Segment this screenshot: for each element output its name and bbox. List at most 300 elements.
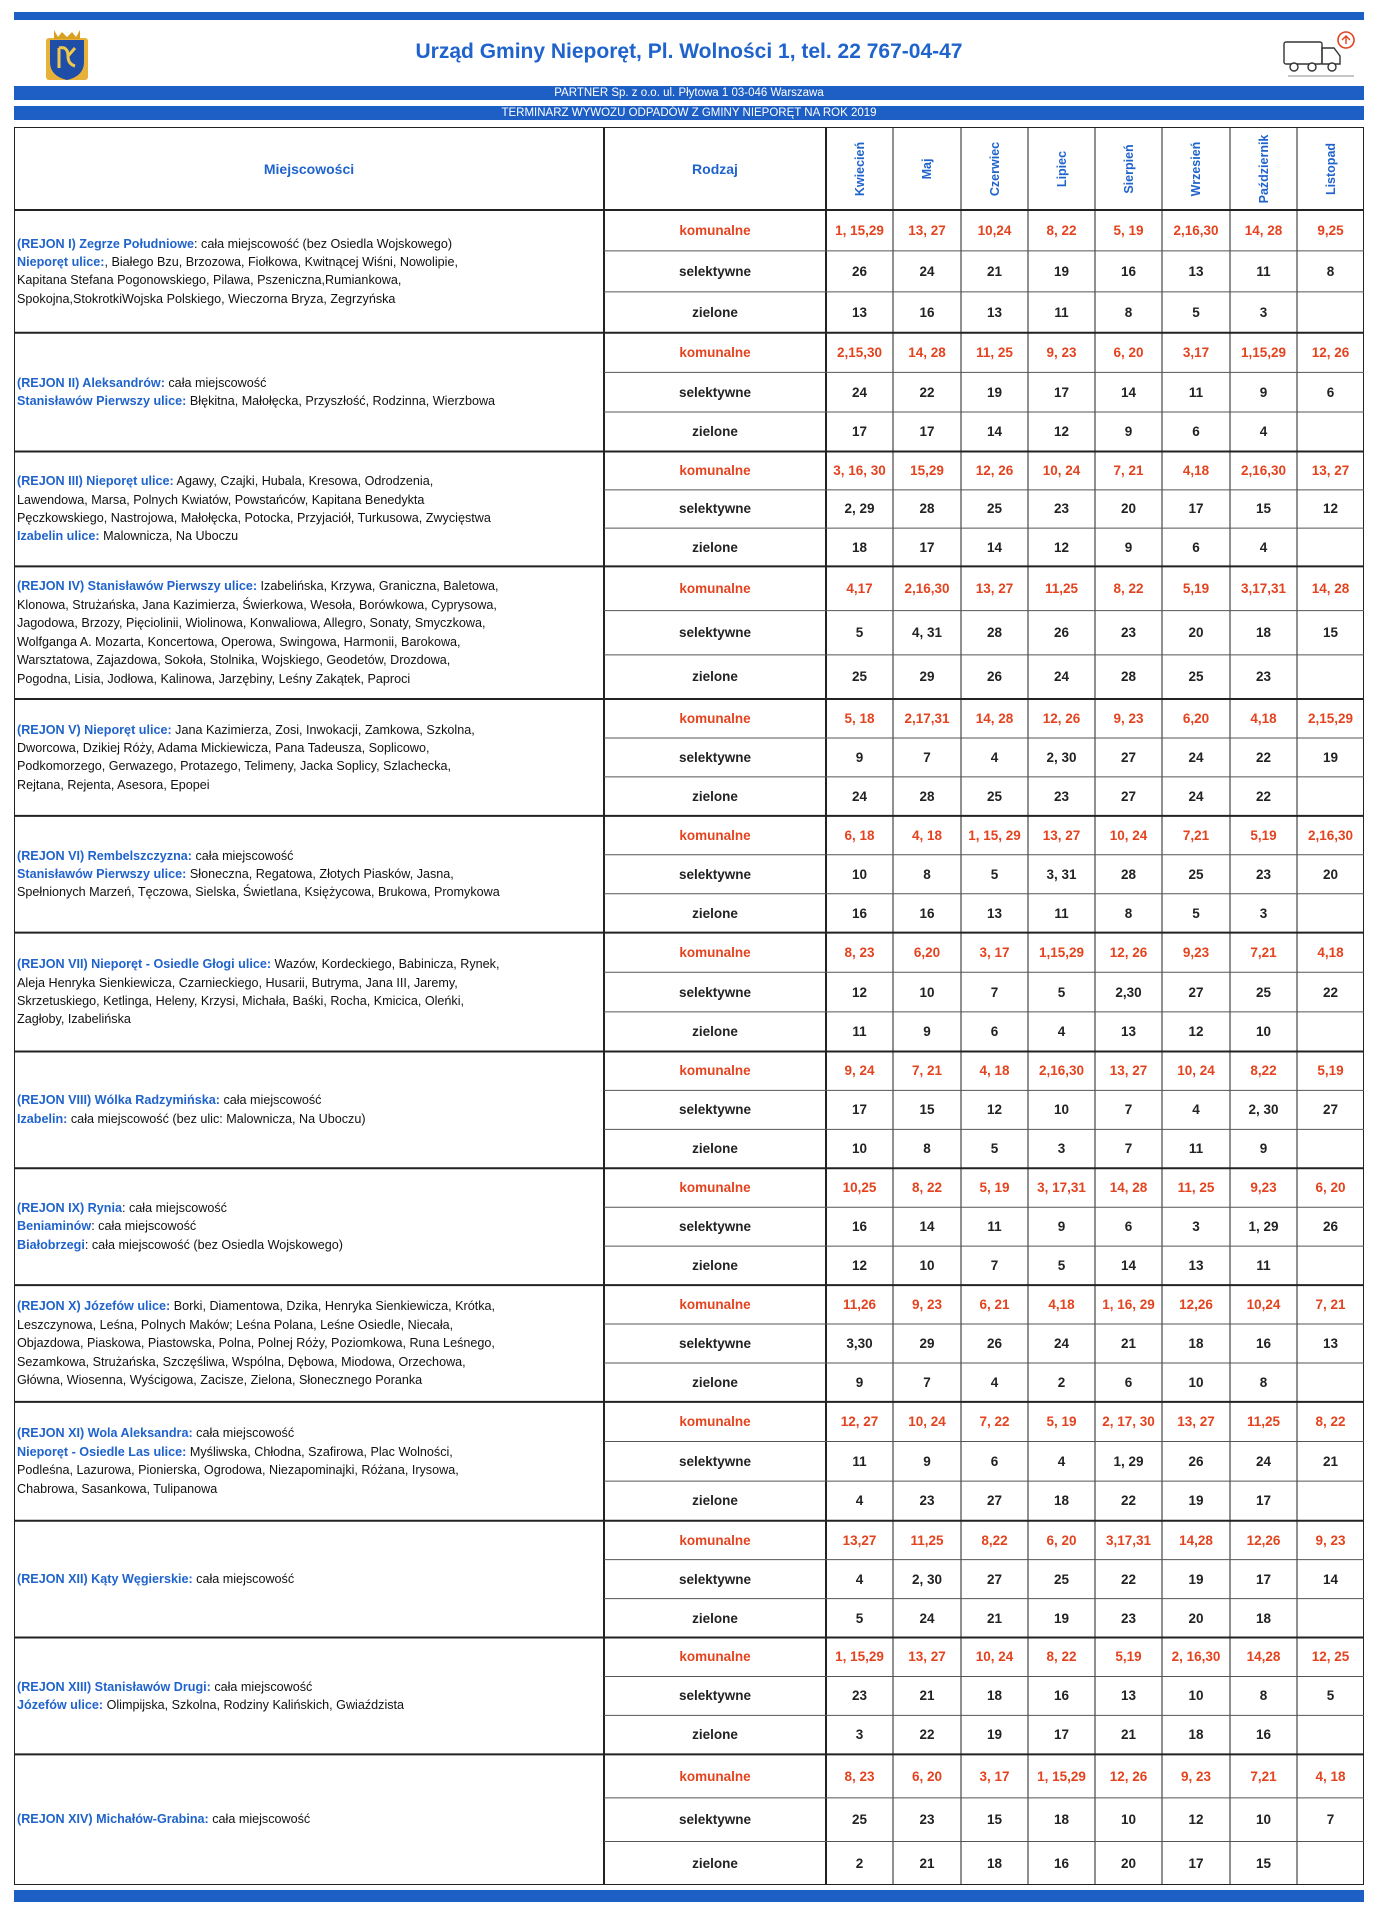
region-streets: Myśliwska, Chłodna, Szafirowa, Plac Wolności,: [186, 1444, 453, 1459]
region-description-line: [17, 577, 499, 595]
pickup-dates-cell: 5, 19: [1113, 222, 1144, 238]
waste-type-selektywne: selektywne: [678, 1102, 752, 1118]
region-description-line: [17, 847, 500, 865]
pickup-dates-cell: 3, 31: [1046, 866, 1077, 882]
region-streets: cała miejscowość: [192, 1426, 295, 1441]
pickup-dates-cell: 26: [1053, 625, 1070, 641]
waste-type-zielone: zielone: [692, 1141, 738, 1157]
pickup-dates-cell: 12: [1188, 1024, 1204, 1040]
pickup-dates-cell: 13, 27: [1042, 827, 1081, 843]
region-description-line: [17, 1334, 495, 1352]
pickup-dates-cell: 14, 28: [1244, 222, 1283, 238]
pickup-dates-cell: 12, 27: [840, 1414, 879, 1430]
region-streets: Klonowa, Strużańska, Jana Kazimierza, Świerkowa, Wesoła, Borówkowa, Cyprysowa,: [17, 597, 497, 612]
pickup-dates-cell: 2,17,31: [904, 711, 950, 726]
pickup-dates-cell: 2,15,29: [1307, 711, 1354, 726]
pickup-dates-cell: 28: [919, 501, 935, 517]
region-description: [16, 816, 604, 933]
pickup-dates-cell: 20: [1188, 1610, 1204, 1626]
waste-type-selektywne: selektywne: [678, 263, 752, 279]
pickup-dates-cell: 28: [1120, 669, 1137, 685]
pickup-dates-cell: 5,19: [1250, 827, 1277, 843]
pickup-dates-cell: 12, 26: [975, 463, 1014, 479]
pickup-dates-cell: 6, 20: [1046, 1532, 1077, 1548]
pickup-dates-cell: 13: [1188, 1258, 1204, 1274]
pickup-dates-cell: [1297, 1841, 1364, 1885]
pickup-dates-cell: 16: [919, 905, 935, 921]
pickup-dates-cell: 10: [1188, 1688, 1204, 1704]
pickup-dates-cell: 2,30: [1115, 984, 1142, 1000]
pickup-dates-cell: [1297, 1012, 1364, 1052]
pickup-dates-cell: 4,18: [1182, 463, 1210, 479]
pickup-dates-cell: 23: [1053, 501, 1070, 517]
region-description: [16, 933, 604, 1052]
region-streets: Wolfganga A. Mozarta, Koncertowa, Operowa, Swingowa, Harmonii, Barokowa,: [17, 634, 461, 649]
region-name: (REJON XIV) Michałów-Grabina:: [17, 1812, 209, 1827]
waste-type-zielone: zielone: [692, 788, 738, 804]
pickup-dates-cell: 16: [1255, 1727, 1272, 1743]
waste-type-komunalne: komunalne: [679, 580, 751, 596]
pickup-dates-cell: 15,29: [910, 463, 944, 479]
region-name: (REJON XIII) Stanisławów Drugi:: [17, 1679, 211, 1694]
pickup-dates-cell: 18: [986, 1688, 1003, 1704]
pickup-dates-cell: 9, 23: [1113, 711, 1144, 726]
pickup-dates-cell: 2, 17, 30: [1102, 1414, 1155, 1430]
pickup-dates-cell: 26: [1188, 1453, 1204, 1469]
pickup-dates-cell: 4: [1259, 539, 1268, 555]
pickup-dates-cell: 7: [923, 749, 931, 765]
schedule-title-band: TERMINARZ WYWOZU ODPADÓW Z GMINY NIEPORĘT NA ROK 2019: [14, 106, 1364, 120]
region-description-line: [17, 651, 499, 669]
pickup-dates-cell: 1, 15,29: [1037, 1768, 1086, 1784]
pickup-dates-cell: 1, 15, 29: [968, 827, 1021, 843]
pickup-dates-cell: 11: [1188, 1141, 1204, 1157]
pickup-dates-cell: 12: [1188, 1812, 1204, 1828]
region-name: Izabelin:: [17, 1111, 68, 1126]
pickup-dates-cell: 2,15,30: [836, 345, 883, 361]
pickup-dates-cell: 13, 27: [1311, 463, 1350, 479]
pickup-dates-cell: 5, 19: [1046, 1414, 1077, 1430]
region-streets: Objazdowa, Piaskowa, Piastowska, Polna, Polnej Róży, Poziomkowa, Runa Leśnego,: [17, 1336, 495, 1351]
pickup-dates-cell: 10: [851, 866, 868, 882]
region-name: (REJON IV) Stanisławów Pierwszy ulice:: [17, 579, 258, 594]
region-streets: Izabelińska, Krzywa, Graniczna, Baletowa,: [257, 579, 499, 594]
region-description-line: [17, 1678, 404, 1696]
pickup-dates-cell: 8: [1124, 905, 1133, 921]
pickup-dates-cell: 24: [919, 263, 935, 279]
region-name: (REJON III) Nieporęt ulice:: [17, 474, 174, 489]
pickup-dates-cell: 1, 29: [1113, 1453, 1144, 1469]
pickup-dates-cell: 7: [1124, 1102, 1133, 1118]
pickup-dates-cell: [1297, 894, 1364, 933]
pickup-dates-cell: 3: [1192, 1219, 1200, 1235]
pickup-dates-cell: 4, 18: [1315, 1768, 1346, 1784]
pickup-dates-cell: 8: [1326, 263, 1335, 279]
pickup-dates-cell: 28: [986, 625, 1003, 641]
pickup-dates-cell: 4, 31: [911, 625, 943, 641]
pickup-dates-cell: 19: [986, 1727, 1003, 1743]
pickup-dates-cell: 13: [851, 304, 868, 320]
pickup-dates-cell: 11: [1256, 1258, 1271, 1274]
pickup-dates-cell: 4: [990, 1374, 999, 1390]
region-name: (REJON VII) Nieporęt - Osiedle Głogi ulice:: [17, 957, 272, 972]
pickup-dates-cell: 9, 23: [1046, 345, 1077, 361]
region-streets: cała miejscowość: [164, 375, 267, 390]
region-streets: Pęczkowskiego, Nastrojowa, Małołęcka, Potocka, Przyjaciół, Turkusowa, Zwycięstwa: [17, 510, 491, 525]
waste-type-selektywne: selektywne: [678, 749, 752, 765]
region-description-line: [17, 776, 475, 794]
pickup-dates-cell: [1297, 1129, 1364, 1168]
column-header-type: Rodzaj: [692, 160, 738, 177]
pickup-dates-cell: 21: [919, 1688, 935, 1704]
pickup-dates-cell: 17: [1255, 1493, 1272, 1509]
waste-type-komunalne: komunalne: [679, 1297, 751, 1313]
region-description-line: [17, 1316, 495, 1334]
pickup-dates-cell: 12: [1053, 424, 1070, 440]
pickup-dates-cell: 5: [1192, 304, 1200, 320]
pickup-dates-cell: 14: [986, 424, 1003, 440]
pickup-dates-cell: 9, 24: [844, 1063, 875, 1079]
region-streets: Błękitna, Małołęcka, Przyszłość, Rodzinna, Wierzbowa: [186, 394, 496, 409]
pickup-dates-cell: 5,19: [1182, 580, 1210, 596]
pickup-dates-cell: 21: [1120, 1335, 1137, 1351]
pickup-dates-cell: 2,16,30: [1173, 222, 1219, 238]
pickup-dates-cell: 8, 23: [844, 944, 875, 960]
region-name: (REJON I) Zegrze Południowe: [17, 236, 195, 251]
pickup-dates-cell: 9,23: [1250, 1180, 1277, 1196]
pickup-dates-cell: 12: [851, 984, 868, 1000]
pickup-dates-cell: 3,30: [846, 1335, 873, 1351]
region-streets: Borki, Diamentowa, Dzika, Henryka Sienkiewicza, Krótka,: [170, 1299, 496, 1314]
pickup-dates-cell: 22: [1255, 788, 1272, 804]
pickup-dates-cell: 2,16,30: [1038, 1063, 1085, 1079]
region-description-line: [17, 1371, 495, 1389]
region-streets: Podkomorzego, Gerwazego, Protazego, Telimeny, Jacka Soplicy, Szlachecka,: [17, 759, 451, 774]
pickup-dates-cell: 11: [1054, 304, 1069, 320]
pickup-dates-cell: 7: [1326, 1812, 1335, 1828]
pickup-dates-cell: 8: [1259, 1374, 1268, 1390]
waste-type-selektywne: selektywne: [678, 1571, 752, 1587]
pickup-dates-cell: 4: [1259, 424, 1268, 440]
pickup-dates-cell: 7,21: [1250, 1768, 1277, 1784]
waste-type-selektywne: selektywne: [678, 1335, 752, 1351]
region-description-line: [17, 596, 499, 614]
pickup-dates-cell: 14: [1322, 1571, 1339, 1587]
waste-type-selektywne: selektywne: [678, 866, 752, 882]
region-streets: Dworcowa, Dzikiej Róży, Adama Mickiewicza, Pana Tadeusza, Soplicowo,: [17, 741, 430, 756]
region-streets: cała miejscowość: [219, 1093, 322, 1108]
pickup-dates-cell: 12, 26: [1042, 711, 1081, 726]
region-description: [16, 333, 604, 452]
pickup-dates-cell: 10: [919, 984, 935, 1000]
region-name: Białobrzegi: [17, 1237, 85, 1252]
region-streets: Podleśna, Lazurowa, Pionierska, Ogrodowa, Niezapominajki, Różana, Irysowa,: [17, 1463, 459, 1478]
pickup-dates-cell: 29: [919, 669, 935, 685]
pickup-dates-cell: 15: [1322, 625, 1339, 641]
region-streets: Rejtana, Rejenta, Asesora, Epopei: [17, 777, 210, 792]
pickup-dates-cell: 10, 24: [975, 1649, 1014, 1665]
region-streets: cała miejscowość: [192, 1571, 295, 1586]
column-header-month: [1095, 127, 1162, 210]
region-description: [16, 1638, 604, 1755]
pickup-dates-cell: 20: [1322, 866, 1339, 882]
pickup-dates-cell: 13: [986, 905, 1003, 921]
waste-type-selektywne: selektywne: [678, 1219, 752, 1235]
pickup-dates-cell: 14,28: [1246, 1649, 1281, 1665]
pickup-dates-cell: [1297, 1715, 1364, 1754]
pickup-dates-cell: [1297, 1246, 1364, 1285]
pickup-dates-cell: 3, 17: [979, 1768, 1010, 1784]
pickup-dates-cell: 13: [1322, 1335, 1339, 1351]
pickup-dates-cell: 11,25: [910, 1532, 944, 1548]
pickup-dates-cell: 5: [990, 1141, 999, 1157]
pickup-dates-cell: 13: [986, 304, 1003, 320]
pickup-dates-cell: 24: [1188, 788, 1204, 804]
waste-type-selektywne: selektywne: [678, 1812, 752, 1828]
pickup-dates-cell: 13: [1120, 1688, 1137, 1704]
pickup-dates-cell: 9,23: [1182, 944, 1210, 960]
region-streets: : cała miejscowość (bez Osiedla Wojskowego): [84, 1237, 343, 1252]
pickup-dates-cell: 16: [851, 1219, 868, 1235]
region-description-line: [17, 974, 499, 992]
pickup-dates-cell: [1297, 1599, 1364, 1638]
region-streets: Leszczynowa, Leśna, Polnych Maków; Leśna Polana, Leśne Osiedle, Niecała,: [17, 1317, 454, 1332]
pickup-dates-cell: 21: [986, 263, 1003, 279]
waste-type-zielone: zielone: [692, 1374, 738, 1390]
region-name: (REJON VI) Rembelszczyzna:: [17, 848, 192, 863]
pickup-dates-cell: 5,19: [1317, 1063, 1344, 1079]
pickup-dates-cell: 10: [1053, 1102, 1070, 1118]
pickup-dates-cell: 14, 28: [975, 711, 1014, 726]
region-streets: Zagłoby, Izabelińska: [17, 1012, 131, 1027]
region-description-line: [17, 472, 491, 490]
pickup-dates-cell: 7, 21: [911, 1063, 943, 1079]
region-streets: cała miejscowość: [191, 848, 294, 863]
region-description-line: [17, 253, 458, 271]
waste-type-selektywne: selektywne: [678, 501, 752, 517]
pickup-dates-cell: 2, 16,30: [1171, 1649, 1221, 1665]
pickup-dates-cell: 10: [851, 1141, 868, 1157]
region-streets: Sezamkowa, Strużańska, Szczęśliwa, Wspólna, Dębowa, Miodowa, Orzechowa,: [17, 1354, 466, 1369]
pickup-dates-cell: 22: [1120, 1493, 1137, 1509]
schedule-table: [14, 127, 1364, 1885]
pickup-dates-cell: 24: [1053, 669, 1070, 685]
pickup-dates-cell: 25: [1188, 866, 1204, 882]
pickup-dates-cell: 6,20: [1182, 711, 1210, 726]
region-description-line: [17, 290, 458, 308]
pickup-dates-cell: 17: [851, 1102, 868, 1118]
pickup-dates-cell: 6, 21: [979, 1297, 1010, 1313]
pickup-dates-cell: 22: [1322, 984, 1339, 1000]
pickup-dates-cell: 2, 30: [1248, 1102, 1279, 1118]
pickup-dates-cell: 4: [1192, 1102, 1200, 1118]
pickup-dates-cell: 17: [1188, 1855, 1204, 1871]
waste-type-komunalne: komunalne: [679, 345, 751, 361]
pickup-dates-cell: 3,17: [1182, 345, 1210, 361]
pickup-dates-cell: 13, 27: [1177, 1414, 1215, 1430]
pickup-dates-cell: 10,25: [842, 1180, 877, 1196]
region-description-line: [17, 1110, 366, 1128]
pickup-dates-cell: 2: [855, 1855, 864, 1871]
waste-type-komunalne: komunalne: [679, 827, 751, 843]
pickup-dates-cell: 25: [851, 669, 868, 685]
pickup-dates-cell: 3: [1057, 1141, 1066, 1157]
pickup-dates-cell: 4: [1057, 1453, 1066, 1469]
region-description: [16, 1754, 604, 1885]
pickup-dates-cell: 16: [1120, 263, 1137, 279]
pickup-dates-cell: 4: [855, 1571, 864, 1587]
pickup-dates-cell: 17: [1053, 1727, 1070, 1743]
region-description-line: [17, 955, 499, 973]
pickup-dates-cell: 7: [990, 1258, 999, 1274]
pickup-dates-cell: 21: [986, 1610, 1003, 1626]
pickup-dates-cell: 16: [1255, 1335, 1272, 1351]
pickup-dates-cell: 9: [1259, 1141, 1268, 1157]
region-description-line: [17, 721, 475, 739]
pickup-dates-cell: 19: [1188, 1571, 1204, 1587]
pickup-dates-cell: 10, 24: [1109, 827, 1148, 843]
pickup-dates-cell: 15: [1255, 1855, 1272, 1871]
pickup-dates-cell: 26: [1322, 1219, 1339, 1235]
pickup-dates-cell: 26: [986, 669, 1003, 685]
pickup-dates-cell: 20: [1120, 1855, 1137, 1871]
pickup-dates-cell: 6, 18: [844, 827, 875, 843]
region-streets: Jagodowa, Brzozy, Pięciolinii, Wiolinowa, Konwaliowa, Allegro, Sonaty, Smyczkowa,: [17, 616, 486, 631]
pickup-dates-cell: 19: [986, 384, 1003, 400]
region-description-line: [17, 670, 499, 688]
pickup-dates-cell: 3: [855, 1727, 864, 1743]
pickup-dates-cell: 12,26: [1246, 1532, 1281, 1548]
pickup-dates-cell: 3, 17,31: [1037, 1180, 1086, 1196]
pickup-dates-cell: 8, 22: [1315, 1414, 1346, 1430]
pickup-dates-cell: 5: [1057, 1258, 1066, 1274]
pickup-dates-cell: 17: [919, 539, 935, 555]
pickup-dates-cell: 7,21: [1182, 827, 1210, 843]
pickup-dates-cell: 8,22: [981, 1532, 1008, 1548]
waste-type-zielone: zielone: [692, 669, 738, 685]
pickup-dates-cell: 7: [990, 984, 999, 1000]
pickup-dates-cell: 4,18: [1048, 1297, 1075, 1313]
pickup-dates-cell: 9: [1259, 384, 1268, 400]
pickup-dates-cell: 10: [919, 1258, 935, 1274]
region-description-line: [17, 1480, 459, 1498]
waste-type-zielone: zielone: [692, 424, 738, 440]
region-name: Nieporęt - Osiedle Las ulice:: [17, 1444, 187, 1459]
region-description-line: [17, 235, 458, 253]
pickup-dates-cell: 5: [1326, 1688, 1335, 1704]
region-description: [16, 566, 604, 699]
pickup-dates-cell: 10,24: [977, 222, 1012, 238]
column-header-month: [1162, 127, 1230, 210]
pickup-dates-cell: 8, 22: [1046, 1649, 1077, 1665]
region-description-line: [17, 271, 458, 289]
region-name: Nieporęt ulice:: [17, 254, 105, 269]
waste-type-komunalne: komunalne: [679, 944, 751, 960]
pickup-dates-cell: 17: [851, 424, 868, 440]
pickup-dates-cell: 24: [1053, 1335, 1070, 1351]
pickup-dates-cell: 14: [1120, 384, 1137, 400]
month-label: Wrzesień: [1189, 141, 1203, 196]
pickup-dates-cell: 27: [1322, 1102, 1339, 1118]
pickup-dates-cell: 18: [851, 539, 868, 555]
region-description-line: [17, 739, 475, 757]
region-streets: Spokojna,StokrotkiWojska Polskiego, Wieczorna Bryza, Zegrzyńska: [17, 291, 396, 306]
pickup-dates-cell: 3,17,31: [1240, 580, 1287, 596]
pickup-dates-cell: 2: [1057, 1374, 1066, 1390]
pickup-dates-cell: 23: [851, 1688, 868, 1704]
pickup-dates-cell: 3: [1259, 304, 1268, 320]
pickup-dates-cell: 4,18: [1250, 711, 1277, 726]
pickup-dates-cell: 17: [1053, 384, 1070, 400]
region-description-line: [17, 865, 500, 883]
document-header-title: Urząd Gminy Nieporęt, Pl. Wolności 1, tel. 22 767-04-47: [415, 40, 963, 63]
pickup-dates-cell: 14, 28: [908, 345, 946, 361]
pickup-dates-cell: 22: [1255, 749, 1272, 765]
pickup-dates-cell: 16: [1053, 1688, 1070, 1704]
waste-type-komunalne: komunalne: [679, 1649, 751, 1665]
month-label: Kwiecień: [852, 141, 867, 196]
region-description-line: [17, 1461, 459, 1479]
region-description-line: [17, 633, 499, 651]
waste-type-komunalne: komunalne: [679, 463, 751, 479]
pickup-dates-cell: 7,21: [1250, 944, 1277, 960]
pickup-dates-cell: [1297, 528, 1364, 566]
pickup-dates-cell: 6, 20: [1315, 1180, 1346, 1196]
bottom-blue-bar: [14, 1890, 1364, 1902]
pickup-dates-cell: 10, 24: [908, 1414, 946, 1430]
pickup-dates-cell: 2,16,30: [1240, 463, 1287, 479]
region-description: [16, 1168, 604, 1285]
month-label: Listopad: [1323, 142, 1338, 195]
region-description-line: [17, 509, 491, 527]
pickup-dates-cell: 23: [1255, 866, 1272, 882]
pickup-dates-cell: 4,18: [1317, 944, 1344, 960]
region-description: [16, 452, 604, 567]
region-streets: Agawy, Czajki, Hubala, Kresowa, Odrodzenia,: [173, 474, 434, 489]
region-description-line: [17, 491, 491, 509]
waste-type-zielone: zielone: [692, 304, 738, 320]
pickup-dates-cell: [1297, 292, 1364, 333]
month-label: Sierpień: [1121, 143, 1136, 194]
pickup-dates-cell: 12: [986, 1102, 1003, 1118]
pickup-dates-cell: 21: [919, 1855, 935, 1871]
pickup-dates-cell: 27: [1120, 788, 1137, 804]
region-description-line: [17, 883, 500, 901]
column-header-month: [893, 127, 961, 210]
pickup-dates-cell: 5,19: [1115, 1649, 1142, 1665]
pickup-dates-cell: 5: [990, 866, 999, 882]
region-description: [16, 1051, 604, 1168]
pickup-dates-cell: 15: [1255, 501, 1272, 517]
region-streets: Jana Kazimierza, Zosi, Inwokacji, Zamkowa, Szkolna,: [171, 722, 475, 737]
pickup-dates-cell: 11, 25: [976, 345, 1013, 361]
pickup-dates-cell: 19: [1053, 1610, 1070, 1626]
pickup-dates-cell: 6: [1124, 1374, 1133, 1390]
pickup-dates-cell: 12, 26: [1311, 345, 1350, 361]
pickup-dates-cell: 5: [1192, 905, 1200, 921]
pickup-dates-cell: 18: [1188, 1335, 1204, 1351]
waste-type-zielone: zielone: [692, 1493, 738, 1509]
waste-type-selektywne: selektywne: [678, 384, 752, 400]
pickup-dates-cell: 11: [1054, 905, 1069, 921]
pickup-dates-cell: 5, 18: [844, 711, 875, 726]
pickup-dates-cell: 8, 22: [911, 1180, 943, 1196]
region-description-line: [17, 1297, 495, 1315]
region-description-line: [17, 1010, 499, 1028]
pickup-dates-cell: 13: [1188, 263, 1204, 279]
region-description: [16, 1402, 604, 1521]
pickup-dates-cell: 11, 25: [1177, 1180, 1215, 1196]
